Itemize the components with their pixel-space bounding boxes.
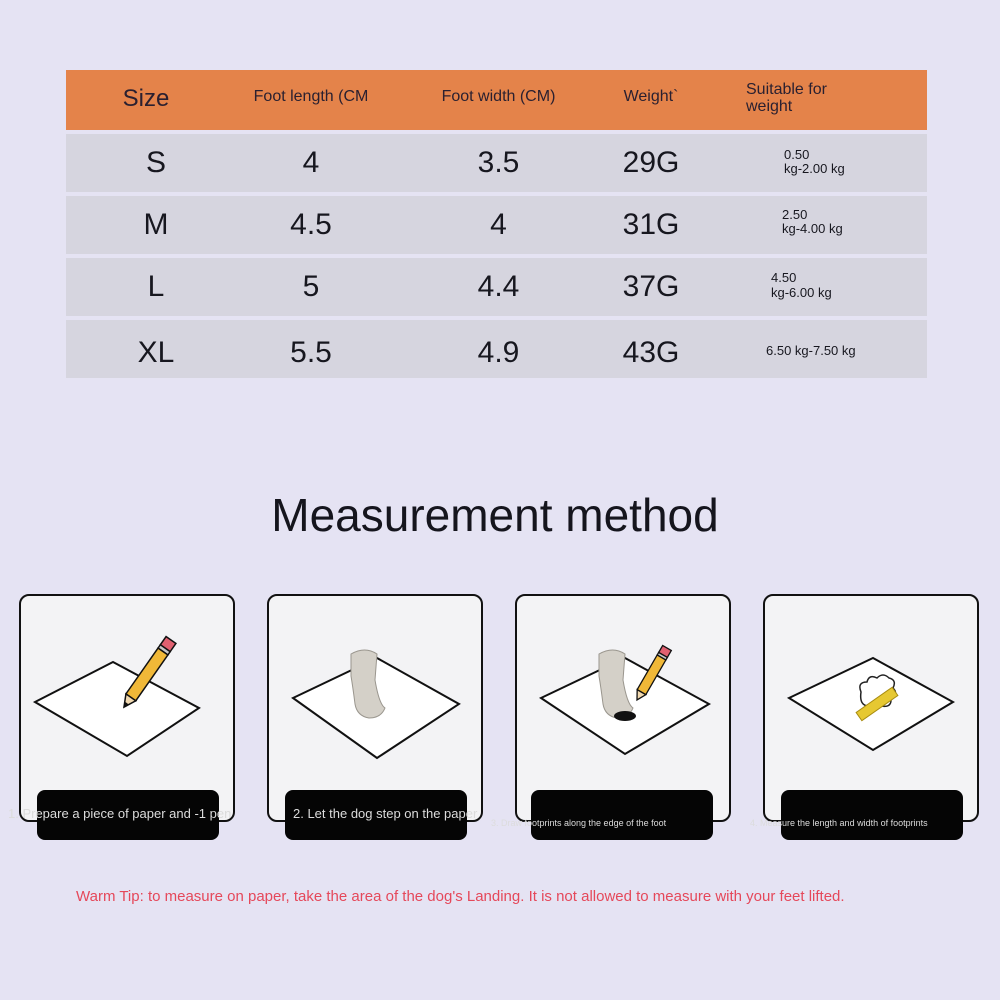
header-foot-width: Foot width (CM) <box>441 88 556 105</box>
step-card-3 <box>515 594 731 822</box>
cell-suitable-a: 0.50 <box>784 147 810 162</box>
dog-paw-on-paper-icon <box>269 596 481 820</box>
section-title: Measurement method <box>271 489 719 541</box>
table-row <box>66 196 927 254</box>
step-caption-2: 2. Let the dog step on the paper <box>293 806 478 821</box>
cell-suitable-a: 4.50 <box>771 270 797 285</box>
table-row <box>66 320 927 378</box>
header-size: Size <box>122 85 170 112</box>
cell-suitable-b: kg-6.00 kg <box>771 285 832 300</box>
cell-suitable-a: 2.50 <box>782 207 808 222</box>
cell-width: 4.9 <box>477 336 520 369</box>
cell-weight: 31G <box>622 208 680 241</box>
caption-bar-4 <box>781 790 963 840</box>
cell-weight: 43G <box>622 336 680 369</box>
pencil-on-paper-icon <box>21 596 233 820</box>
table-row <box>66 134 927 192</box>
ruler-on-footprint-icon <box>765 596 977 820</box>
cell-suitable-b: kg-4.00 kg <box>782 221 843 236</box>
cell-size: S <box>145 146 166 179</box>
cell-length: 5 <box>302 270 320 303</box>
cell-weight: 29G <box>622 146 680 179</box>
table-row <box>66 258 927 316</box>
header-foot-length: Foot length (CM <box>253 88 369 105</box>
step-caption-4: 4. Measure the length and width of footprints <box>750 818 928 828</box>
cell-length: 4 <box>302 146 320 179</box>
trace-paw-icon <box>517 596 729 820</box>
caption-bar-3 <box>531 790 713 840</box>
cell-width: 4 <box>490 208 507 241</box>
cell-width: 3.5 <box>477 146 520 179</box>
cell-size: M <box>143 208 169 241</box>
header-weight: Weight` <box>623 88 679 105</box>
cell-size: XL <box>137 336 175 369</box>
cell-length: 5.5 <box>290 336 332 369</box>
cell-suitable-a: 6.50 kg-7.50 kg <box>766 343 856 358</box>
cell-size: L <box>147 270 165 303</box>
cell-length: 4.5 <box>290 208 332 241</box>
header-suitable-weight: Suitable for weight <box>746 81 827 115</box>
step-caption-1: 1. Prepare a piece of paper and -1 pen <box>8 806 232 821</box>
step-card-1 <box>19 594 235 822</box>
cell-weight: 37G <box>622 270 680 303</box>
cell-width: 4.4 <box>477 270 520 303</box>
step-card-2 <box>267 594 483 822</box>
step-card-4 <box>763 594 979 822</box>
warm-tip-text: Warm Tip: to measure on paper, take the area of the dog's Landing. It is not allowed to measure with your feet lifted. <box>76 888 845 905</box>
step-caption-3: 3. Draw footprints along the edge of the foot <box>491 818 667 828</box>
size-table <box>66 70 927 382</box>
cell-suitable-b: kg-2.00 kg <box>784 161 845 176</box>
table-header-row <box>66 70 927 130</box>
